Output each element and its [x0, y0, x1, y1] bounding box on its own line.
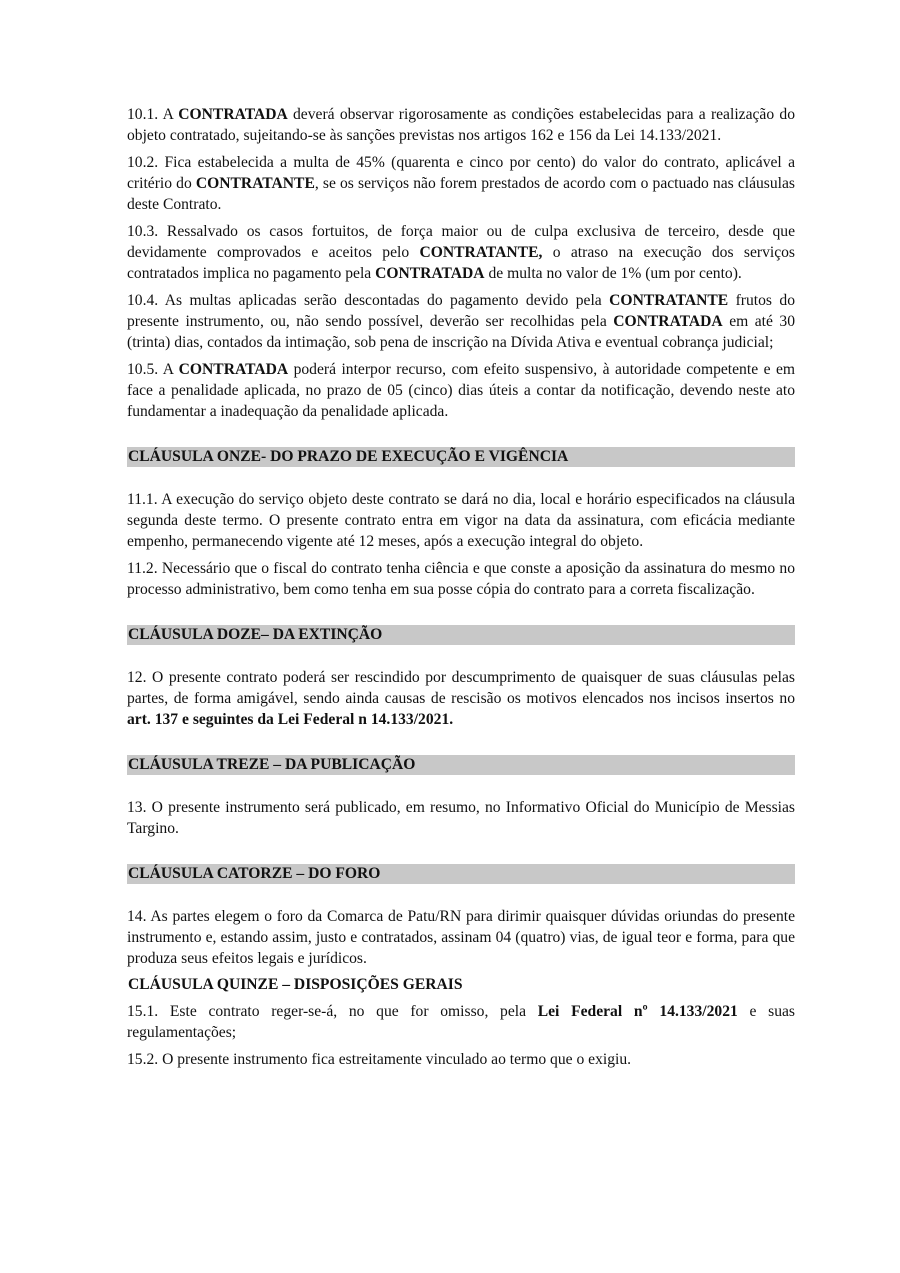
- spacer: [127, 736, 795, 755]
- spacer: [127, 645, 795, 667]
- clause-11-heading: CLÁUSULA ONZE- DO PRAZO DE EXECUÇÃO E VIGÊNCIA: [127, 447, 795, 467]
- spacer: [127, 884, 795, 906]
- spacer: [127, 845, 795, 864]
- paragraph-10-2: 10.2. Fica estabelecida a multa de 45% (quarenta e cinco por cento) do valor do contrato, aplicável a critério do CONTRATANTE, se os serviços não forem prestados de acordo com o pactuado nas cláusulas deste Contrato.: [127, 154, 795, 213]
- contract-content: [127, 104, 795, 1076]
- paragraph-15-1: 15.1. Este contrato reger-se-á, no que for omisso, pela Lei Federal nº 14.133/2021 e suas regulamentações;: [127, 1003, 795, 1041]
- clause-14-heading: CLÁUSULA CATORZE – DO FORO: [127, 864, 795, 884]
- paragraph-14: 14. As partes elegem o foro da Comarca de Patu/RN para dirimir quaisquer dúvidas oriundas do presente instrumento e, estando assim, justo e contratados, assinam 04 (quatro) vias, de igual teor e forma, para que produza seus efeitos legais e jurídicos.: [127, 908, 795, 967]
- spacer: [127, 606, 795, 625]
- spacer: [127, 775, 795, 797]
- spacer: [127, 467, 795, 489]
- paragraph-11-1: 11.1. A execução do serviço objeto deste contrato se dará no dia, local e horário especificados na cláusula segunda deste termo. O presente contrato entra em vigor na data da assinatura, com eficácia mediante empenho, permanecendo vigente até 12 meses, após a execução integral do objeto.: [127, 491, 795, 550]
- paragraph-11-2: 11.2. Necessário que o fiscal do contrato tenha ciência e que conste a aposição da assinatura do mesmo no processo administrativo, bem como tenha em sua posse cópia do contrato para a correta fiscalização.: [127, 560, 795, 598]
- spacer: [127, 428, 795, 447]
- clause-15-heading: CLÁUSULA QUINZE – DISPOSIÇÕES GERAIS: [128, 976, 463, 993]
- clause-12-heading: CLÁUSULA DOZE– DA EXTINÇÃO: [127, 625, 795, 645]
- paragraph-13: 13. O presente instrumento será publicado, em resumo, no Informativo Oficial do Município de Messias Targino.: [127, 799, 795, 837]
- paragraph-12: 12. O presente contrato poderá ser rescindido por descumprimento de quaisquer de suas cláusulas pelas partes, de forma amigável, sendo ainda causas de rescisão os motivos elencados nos incisos insertos no art. 137 e seguintes da Lei Federal n 14.133/2021.: [127, 669, 795, 728]
- paragraph-10-1: 10.1. A CONTRATADA deverá observar rigorosamente as condições estabelecidas para a realização do objeto contratado, sujeitando-se às sanções previstas nos artigos 162 e 156 da Lei 14.133/2021.: [127, 106, 795, 144]
- clause-13-heading: CLÁUSULA TREZE – DA PUBLICAÇÃO: [127, 755, 795, 775]
- paragraph-10-4: 10.4. As multas aplicadas serão descontadas do pagamento devido pela CONTRATANTE frutos do presente instrumento, ou, não sendo possível, deverão ser recolhidas pela CONTRATADA em até 30 (trinta) dias, contados da intimação, sob pena de inscrição na Dívida Ativa e eventual cobrança judicial;: [127, 292, 795, 351]
- paragraph-10-5: 10.5. A CONTRATADA poderá interpor recurso, com efeito suspensivo, à autoridade competente e em face a penalidade aplicada, no prazo de 05 (cinco) dias úteis a contar da notificação, devendo neste ato fundamentar a inadequação da penalidade aplicada.: [127, 361, 796, 420]
- paragraph-15-2: 15.2. O presente instrumento fica estreitamente vinculado ao termo que o exigiu.: [127, 1051, 632, 1068]
- paragraph-10-3: 10.3. Ressalvado os casos fortuitos, de força maior ou de culpa exclusiva de terceiro, desde que devidamente comprovados e aceitos pelo CONTRATANTE, o atraso na execução dos serviços contratados implica no pagamento pela CONTRATADA de multa no valor de 1% (um por cento).: [127, 223, 795, 282]
